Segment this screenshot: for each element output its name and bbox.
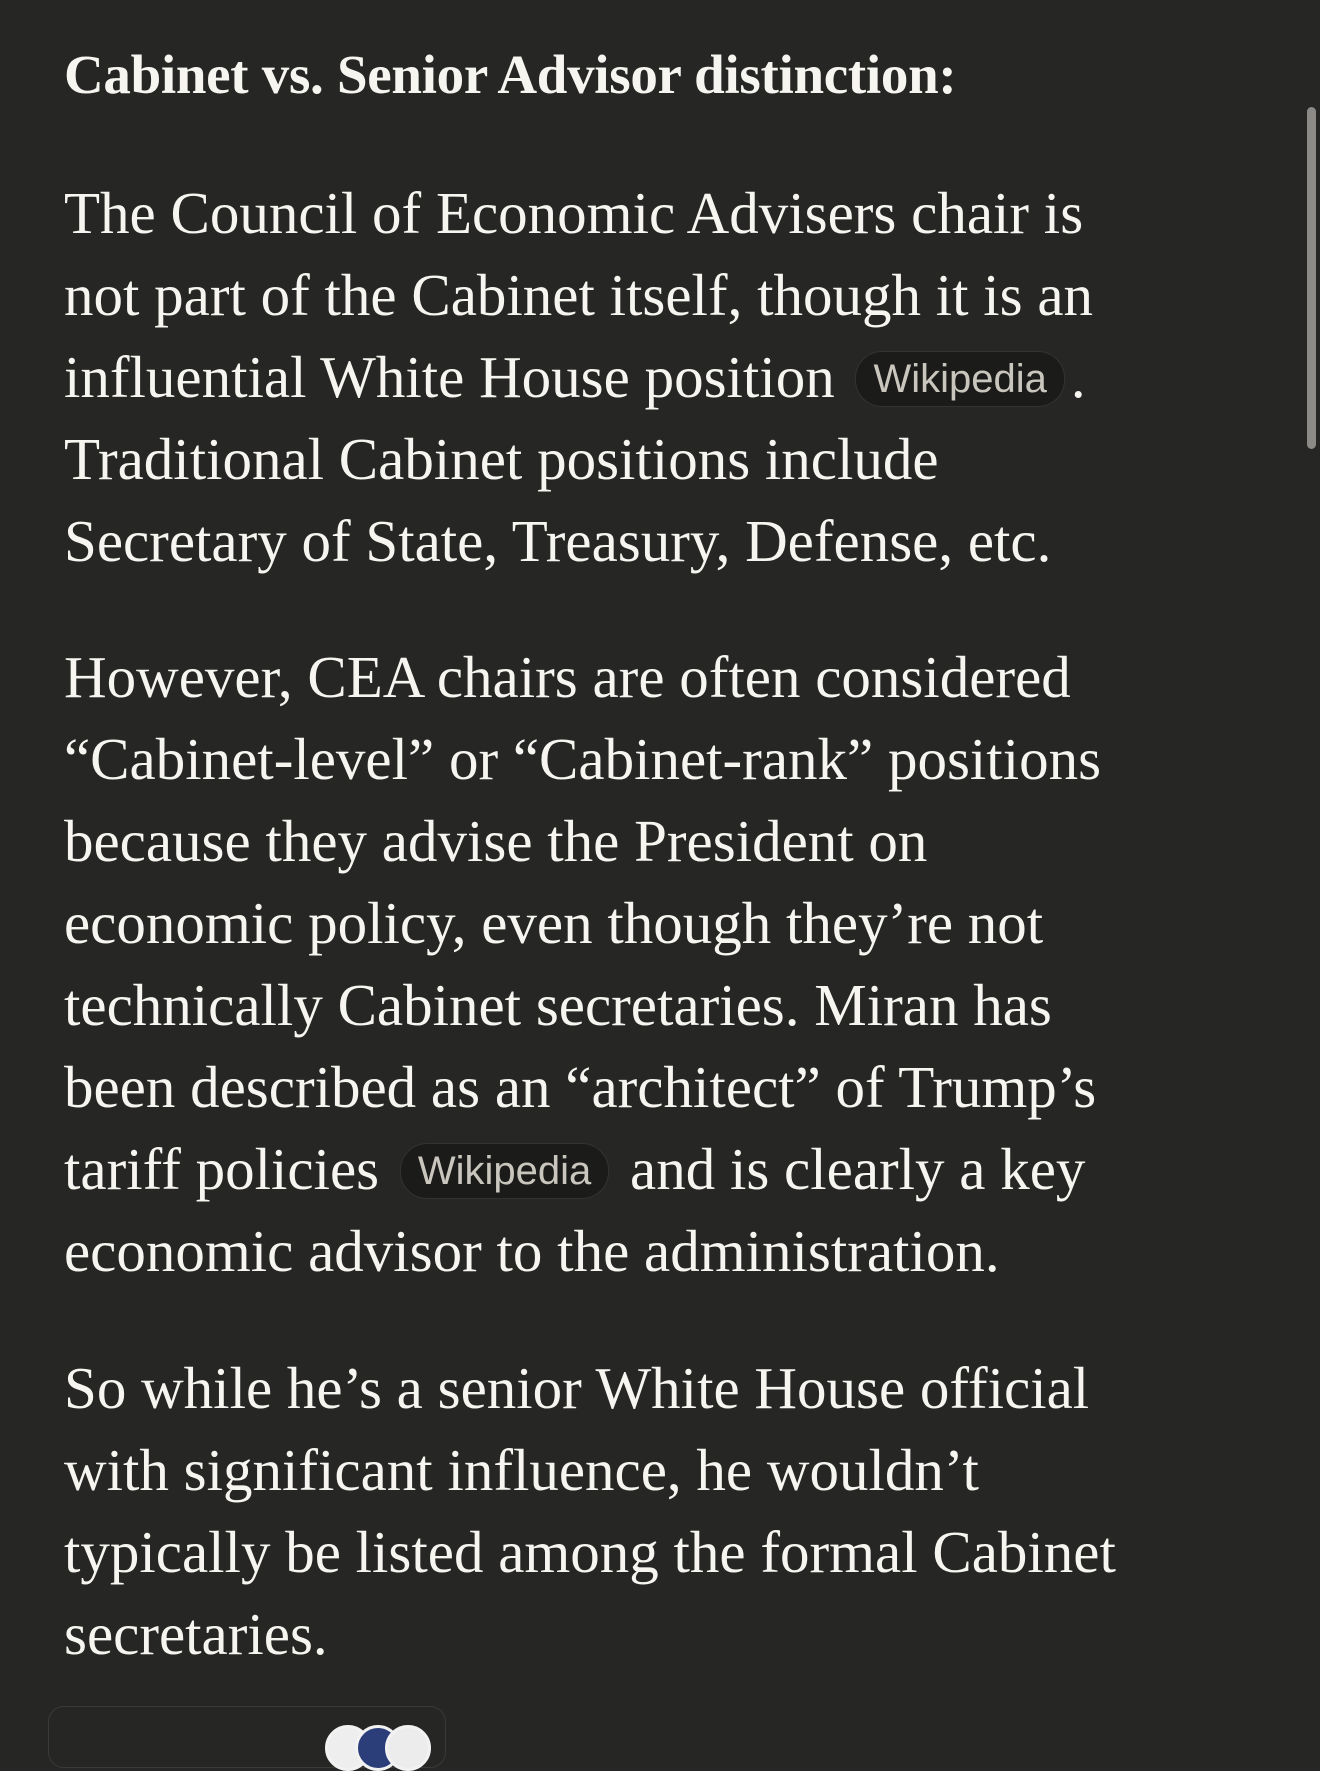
text-line: “Cabinet-level” or “Cabinet-rank” positions bbox=[64, 726, 1102, 792]
text-line: So while he’s a senior White House official bbox=[64, 1355, 1090, 1421]
text-line: economic advisor to the administration. bbox=[64, 1218, 1000, 1284]
paragraph-cabinet-chair bbox=[64, 172, 1264, 582]
text-line: economic policy, even though they’re not bbox=[64, 890, 1044, 956]
paragraph-conclusion bbox=[64, 1347, 1264, 1675]
text-line: with significant influence, he wouldn’t bbox=[64, 1437, 979, 1503]
text-line: because they advise the President on bbox=[64, 808, 928, 874]
text-line: not part of the Cabinet itself, though it is an bbox=[64, 262, 1094, 328]
text-line: been described as an “architect” of Trump’s bbox=[64, 1054, 1097, 1120]
paragraph-cabinet-level bbox=[64, 636, 1264, 1292]
text-line: Traditional Cabinet positions include bbox=[64, 426, 939, 492]
text-line: However, CEA chairs are often considered bbox=[64, 644, 1071, 710]
text-fragment: tariff policies bbox=[64, 1136, 394, 1202]
citation-chip-wikipedia[interactable]: Wikipedia bbox=[400, 1143, 609, 1199]
section-heading: Cabinet vs. Senior Advisor distinction: bbox=[64, 44, 957, 105]
text-line bbox=[64, 1128, 1264, 1210]
text-fragment: . bbox=[1070, 344, 1086, 410]
text-line: The Council of Economic Advisers chair is bbox=[64, 180, 1084, 246]
text-line: typically be listed among the formal Cabinet bbox=[64, 1519, 1116, 1585]
citation-chip-wikipedia[interactable]: Wikipedia bbox=[855, 351, 1064, 407]
scrollbar-thumb[interactable] bbox=[1307, 107, 1316, 449]
text-fragment: and is clearly a key bbox=[615, 1136, 1086, 1202]
sources-card[interactable] bbox=[48, 1706, 446, 1768]
text-line: secretaries. bbox=[64, 1601, 328, 1667]
source-favicons bbox=[275, 1725, 415, 1765]
source-favicon-icon bbox=[385, 1725, 431, 1771]
text-line: technically Cabinet secretaries. Miran has bbox=[64, 972, 1052, 1038]
text-fragment: influential White House position bbox=[64, 344, 850, 410]
text-line bbox=[64, 336, 1264, 418]
text-line: Secretary of State, Treasury, Defense, etc. bbox=[64, 508, 1052, 574]
